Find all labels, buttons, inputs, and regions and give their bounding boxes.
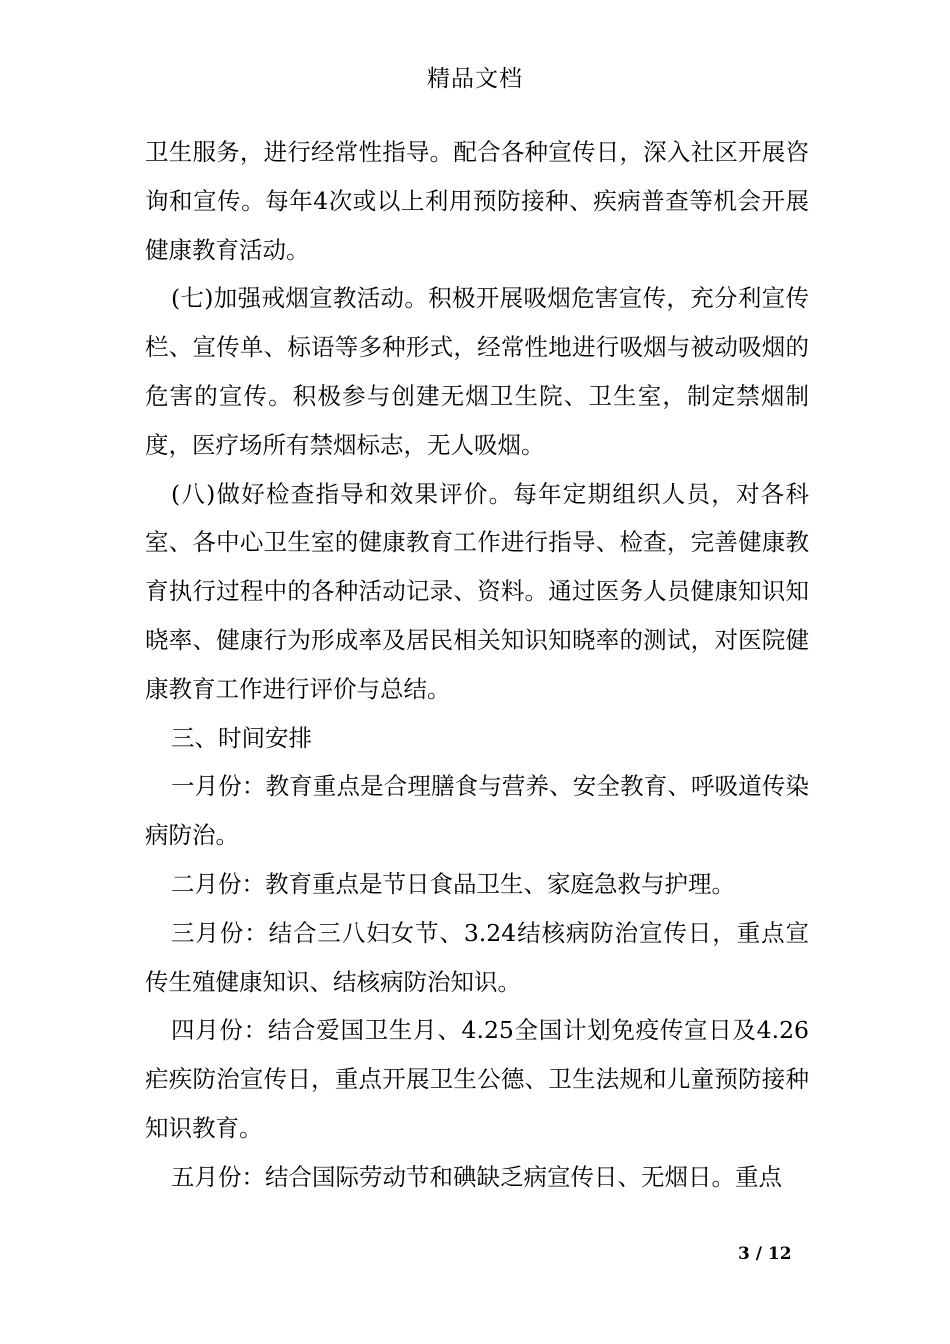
section-heading-schedule: 三、时间安排 [171, 723, 312, 752]
paragraph-may: 五月份：结合国际劳动节和碘缺乏病宣传日、无烟日。重点 [171, 1162, 782, 1191]
paragraph-february: 二月份：教育重点是节日食品卫生、家庭急救与护理。 [171, 869, 735, 898]
paragraph-continuation: 卫生服务，进行经常性指导。配合各种宣传日，深入社区开展咨询和宣传。每年4次或以上利用预防接种、疾病普查等机会开展健康教育活动。 [145, 138, 809, 264]
document-body [145, 128, 809, 1202]
paragraph-march: 三月份：结合三八妇女节、3.24结核病防治宣传日，重点宣传生殖健康知识、结核病防治知识。 [145, 918, 809, 996]
paragraph-january: 一月份：教育重点是合理膳食与营养、安全教育、呼吸道传染病防治。 [145, 772, 809, 850]
paragraph-april: 四月份：结合爱国卫生月、4.25全国计划免疫传宣日及4.26疟疾防治宣传日，重点开展卫生公德、卫生法规和儿童预防接种知识教育。 [145, 1016, 809, 1142]
paragraph-smoking-campaign: (七)加强戒烟宣教活动。积极开展吸烟危害宣传，充分利宣传栏、宣传单、标语等多种形式，经常性地进行吸烟与被动吸烟的危害的宣传。积极参与创建无烟卫生院、卫生室，制定禁烟制度，医疗场所有禁烟标志，无人吸烟。 [145, 284, 809, 459]
page-header-title: 精品文档 [427, 66, 523, 92]
paragraph-inspection-evaluation: (八)做好检查指导和效果评价。每年定期组织人员，对各科室、各中心卫生室的健康教育工作进行指导、检查，完善健康教育执行过程中的各种活动记录、资料。通过医务人员健康知识知晓率、健康行为形成率及居民相关知识知晓率的测试，对医院健康教育工作进行评价与总结。 [145, 479, 809, 703]
page-number: 3 / 12 [738, 1244, 792, 1264]
